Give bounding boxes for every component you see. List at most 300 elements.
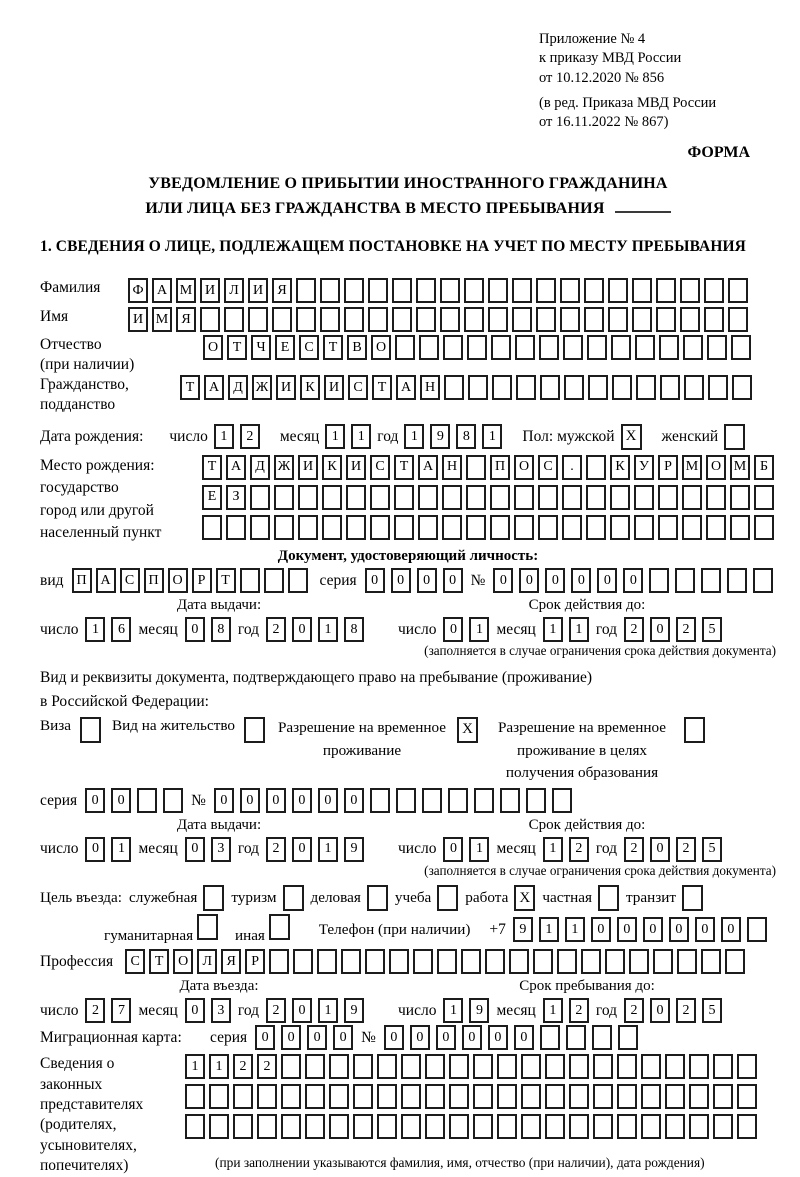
char-cell[interactable]	[298, 515, 318, 540]
char-cell[interactable]: 0	[695, 917, 715, 942]
char-cell[interactable]	[584, 278, 604, 303]
char-cell[interactable]	[562, 485, 582, 510]
char-cell[interactable]	[682, 515, 702, 540]
char-cell[interactable]	[163, 788, 183, 813]
char-cell[interactable]: 0	[292, 617, 312, 642]
char-cell[interactable]: 1	[569, 617, 589, 642]
char-cell[interactable]	[562, 515, 582, 540]
char-cell[interactable]: 0	[443, 617, 463, 642]
char-cell[interactable]: 0	[292, 998, 312, 1023]
char-cell[interactable]	[497, 1084, 517, 1109]
char-cell[interactable]	[468, 375, 488, 400]
char-cell[interactable]: 9	[513, 917, 533, 942]
char-cell[interactable]: 0	[650, 617, 670, 642]
char-cell[interactable]	[370, 485, 390, 510]
char-cell[interactable]	[209, 1084, 229, 1109]
char-cell[interactable]: 1	[318, 617, 338, 642]
char-cell[interactable]	[588, 375, 608, 400]
char-cell[interactable]	[346, 485, 366, 510]
char-cell[interactable]	[684, 375, 704, 400]
char-cell[interactable]: 0	[281, 1025, 301, 1050]
char-cell[interactable]	[443, 335, 463, 360]
char-cell[interactable]	[641, 1054, 661, 1079]
char-cell[interactable]	[552, 788, 572, 813]
char-cell[interactable]	[675, 568, 695, 593]
char-cell[interactable]: З	[226, 485, 246, 510]
gender-female-checkbox[interactable]	[724, 424, 745, 450]
char-cell[interactable]	[653, 949, 673, 974]
char-cell[interactable]: 1	[443, 998, 463, 1023]
char-cell[interactable]: 0	[493, 568, 513, 593]
temp-residence-education-checkbox[interactable]	[684, 717, 705, 743]
char-cell[interactable]: Ж	[252, 375, 272, 400]
char-cell[interactable]: Е	[202, 485, 222, 510]
char-cell[interactable]: Т	[149, 949, 169, 974]
char-cell[interactable]	[586, 455, 606, 480]
char-cell[interactable]: Н	[420, 375, 440, 400]
char-cell[interactable]	[466, 455, 486, 480]
purpose-private-checkbox[interactable]	[598, 885, 619, 911]
char-cell[interactable]	[329, 1084, 349, 1109]
char-cell[interactable]: 0	[623, 568, 643, 593]
char-cell[interactable]: Д	[250, 455, 270, 480]
purpose-work-checkbox[interactable]: X	[514, 885, 535, 911]
char-cell[interactable]: 0	[111, 788, 131, 813]
char-cell[interactable]	[305, 1084, 325, 1109]
char-cell[interactable]	[706, 485, 726, 510]
char-cell[interactable]	[185, 1084, 205, 1109]
char-cell[interactable]: 2	[569, 998, 589, 1023]
char-cell[interactable]: 1	[318, 998, 338, 1023]
char-cell[interactable]	[344, 278, 364, 303]
char-cell[interactable]	[728, 307, 748, 332]
char-cell[interactable]	[682, 485, 702, 510]
char-cell[interactable]	[344, 307, 364, 332]
char-cell[interactable]: Ф	[128, 278, 148, 303]
char-cell[interactable]	[240, 568, 260, 593]
char-cell[interactable]	[526, 788, 546, 813]
purpose-business-checkbox[interactable]	[367, 885, 388, 911]
char-cell[interactable]	[418, 515, 438, 540]
char-cell[interactable]	[298, 485, 318, 510]
char-cell[interactable]: О	[203, 335, 223, 360]
char-cell[interactable]	[706, 515, 726, 540]
char-cell[interactable]	[346, 515, 366, 540]
char-cell[interactable]	[754, 515, 774, 540]
char-cell[interactable]	[708, 375, 728, 400]
char-cell[interactable]	[737, 1114, 757, 1139]
char-cell[interactable]	[521, 1114, 541, 1139]
char-cell[interactable]	[274, 485, 294, 510]
char-cell[interactable]	[730, 515, 750, 540]
char-cell[interactable]	[377, 1114, 397, 1139]
char-cell[interactable]	[329, 1054, 349, 1079]
char-cell[interactable]	[545, 1114, 565, 1139]
char-cell[interactable]: 1	[469, 617, 489, 642]
char-cell[interactable]: И	[128, 307, 148, 332]
char-cell[interactable]: М	[176, 278, 196, 303]
char-cell[interactable]	[440, 278, 460, 303]
char-cell[interactable]	[370, 788, 390, 813]
char-cell[interactable]	[611, 335, 631, 360]
char-cell[interactable]	[560, 307, 580, 332]
char-cell[interactable]	[545, 1054, 565, 1079]
char-cell[interactable]	[341, 949, 361, 974]
char-cell[interactable]: М	[152, 307, 172, 332]
char-cell[interactable]	[713, 1114, 733, 1139]
char-cell[interactable]	[368, 307, 388, 332]
char-cell[interactable]: 0	[443, 837, 463, 862]
char-cell[interactable]	[466, 515, 486, 540]
char-cell[interactable]	[226, 515, 246, 540]
char-cell[interactable]	[665, 1114, 685, 1139]
char-cell[interactable]: 0	[85, 837, 105, 862]
char-cell[interactable]	[365, 949, 385, 974]
char-cell[interactable]	[629, 949, 649, 974]
char-cell[interactable]	[618, 1025, 638, 1050]
char-cell[interactable]	[658, 515, 678, 540]
char-cell[interactable]	[329, 1114, 349, 1139]
char-cell[interactable]	[665, 1084, 685, 1109]
char-cell[interactable]	[419, 335, 439, 360]
char-cell[interactable]	[269, 949, 289, 974]
char-cell[interactable]: 0	[488, 1025, 508, 1050]
char-cell[interactable]	[521, 1054, 541, 1079]
char-cell[interactable]: К	[300, 375, 320, 400]
char-cell[interactable]	[689, 1054, 709, 1079]
char-cell[interactable]	[449, 1084, 469, 1109]
char-cell[interactable]: 0	[650, 998, 670, 1023]
char-cell[interactable]: 0	[318, 788, 338, 813]
char-cell[interactable]	[649, 568, 669, 593]
char-cell[interactable]: 3	[211, 837, 231, 862]
char-cell[interactable]	[617, 1054, 637, 1079]
char-cell[interactable]	[413, 949, 433, 974]
char-cell[interactable]	[293, 949, 313, 974]
char-cell[interactable]: О	[706, 455, 726, 480]
char-cell[interactable]	[536, 307, 556, 332]
char-cell[interactable]: С	[538, 455, 558, 480]
char-cell[interactable]: Я	[272, 278, 292, 303]
char-cell[interactable]	[617, 1114, 637, 1139]
char-cell[interactable]: Р	[245, 949, 265, 974]
char-cell[interactable]	[689, 1084, 709, 1109]
char-cell[interactable]: 1	[543, 998, 563, 1023]
char-cell[interactable]	[658, 485, 678, 510]
char-cell[interactable]: 2	[676, 837, 696, 862]
char-cell[interactable]	[296, 307, 316, 332]
char-cell[interactable]: 1	[209, 1054, 229, 1079]
char-cell[interactable]: 0	[597, 568, 617, 593]
char-cell[interactable]: 0	[185, 998, 205, 1023]
char-cell[interactable]	[581, 949, 601, 974]
char-cell[interactable]	[680, 307, 700, 332]
residence-permit-checkbox[interactable]	[244, 717, 265, 743]
char-cell[interactable]	[422, 788, 442, 813]
char-cell[interactable]	[540, 375, 560, 400]
char-cell[interactable]	[704, 307, 724, 332]
char-cell[interactable]: М	[730, 455, 750, 480]
char-cell[interactable]: 0	[391, 568, 411, 593]
char-cell[interactable]	[634, 515, 654, 540]
char-cell[interactable]: 9	[344, 998, 364, 1023]
char-cell[interactable]	[389, 949, 409, 974]
char-cell[interactable]: 0	[617, 917, 637, 942]
purpose-official-checkbox[interactable]	[203, 885, 224, 911]
char-cell[interactable]: 2	[624, 617, 644, 642]
char-cell[interactable]	[569, 1084, 589, 1109]
char-cell[interactable]	[437, 949, 457, 974]
char-cell[interactable]: 0	[384, 1025, 404, 1050]
char-cell[interactable]: 0	[214, 788, 234, 813]
char-cell[interactable]	[608, 278, 628, 303]
char-cell[interactable]: 0	[255, 1025, 275, 1050]
char-cell[interactable]	[185, 1114, 205, 1139]
char-cell[interactable]: 1	[482, 424, 502, 449]
char-cell[interactable]: 1	[469, 837, 489, 862]
char-cell[interactable]: М	[682, 455, 702, 480]
char-cell[interactable]	[442, 515, 462, 540]
char-cell[interactable]: О	[168, 568, 188, 593]
char-cell[interactable]	[754, 485, 774, 510]
char-cell[interactable]	[401, 1084, 421, 1109]
char-cell[interactable]	[320, 307, 340, 332]
char-cell[interactable]: 0	[571, 568, 591, 593]
char-cell[interactable]	[416, 307, 436, 332]
char-cell[interactable]	[635, 335, 655, 360]
char-cell[interactable]	[250, 485, 270, 510]
char-cell[interactable]	[632, 307, 652, 332]
char-cell[interactable]: П	[490, 455, 510, 480]
char-cell[interactable]: Т	[227, 335, 247, 360]
char-cell[interactable]	[394, 515, 414, 540]
char-cell[interactable]: 2	[85, 998, 105, 1023]
char-cell[interactable]	[612, 375, 632, 400]
char-cell[interactable]	[320, 278, 340, 303]
char-cell[interactable]: С	[370, 455, 390, 480]
char-cell[interactable]: 8	[344, 617, 364, 642]
char-cell[interactable]	[617, 1084, 637, 1109]
char-cell[interactable]	[416, 278, 436, 303]
char-cell[interactable]	[521, 1084, 541, 1109]
char-cell[interactable]: 2	[233, 1054, 253, 1079]
char-cell[interactable]: 2	[676, 617, 696, 642]
char-cell[interactable]: А	[204, 375, 224, 400]
char-cell[interactable]: И	[248, 278, 268, 303]
char-cell[interactable]	[305, 1054, 325, 1079]
purpose-transit-checkbox[interactable]	[682, 885, 703, 911]
char-cell[interactable]	[464, 307, 484, 332]
char-cell[interactable]: 2	[240, 424, 260, 449]
char-cell[interactable]: 0	[292, 837, 312, 862]
char-cell[interactable]: 1	[565, 917, 585, 942]
char-cell[interactable]: 3	[211, 998, 231, 1023]
char-cell[interactable]: С	[348, 375, 368, 400]
char-cell[interactable]: 5	[702, 617, 722, 642]
char-cell[interactable]	[490, 485, 510, 510]
char-cell[interactable]	[713, 1084, 733, 1109]
char-cell[interactable]	[586, 485, 606, 510]
char-cell[interactable]: 0	[185, 837, 205, 862]
char-cell[interactable]: 2	[569, 837, 589, 862]
char-cell[interactable]: 2	[676, 998, 696, 1023]
char-cell[interactable]	[725, 949, 745, 974]
char-cell[interactable]: 0	[307, 1025, 327, 1050]
char-cell[interactable]: Л	[197, 949, 217, 974]
char-cell[interactable]	[137, 788, 157, 813]
char-cell[interactable]	[641, 1114, 661, 1139]
char-cell[interactable]: С	[125, 949, 145, 974]
char-cell[interactable]	[514, 515, 534, 540]
char-cell[interactable]: А	[418, 455, 438, 480]
char-cell[interactable]	[444, 375, 464, 400]
char-cell[interactable]: 0	[344, 788, 364, 813]
char-cell[interactable]	[515, 335, 535, 360]
char-cell[interactable]	[540, 1025, 560, 1050]
char-cell[interactable]	[656, 307, 676, 332]
char-cell[interactable]	[264, 568, 284, 593]
gender-male-checkbox[interactable]: X	[621, 424, 642, 450]
char-cell[interactable]	[467, 335, 487, 360]
char-cell[interactable]: 0	[365, 568, 385, 593]
char-cell[interactable]: Ч	[251, 335, 271, 360]
char-cell[interactable]: К	[322, 455, 342, 480]
char-cell[interactable]	[322, 485, 342, 510]
char-cell[interactable]	[509, 949, 529, 974]
char-cell[interactable]: 0	[417, 568, 437, 593]
char-cell[interactable]: 9	[430, 424, 450, 449]
char-cell[interactable]	[557, 949, 577, 974]
char-cell[interactable]	[538, 485, 558, 510]
char-cell[interactable]: 0	[669, 917, 689, 942]
char-cell[interactable]: С	[120, 568, 140, 593]
char-cell[interactable]: 5	[702, 837, 722, 862]
char-cell[interactable]: Л	[224, 278, 244, 303]
char-cell[interactable]	[473, 1084, 493, 1109]
char-cell[interactable]: 1	[539, 917, 559, 942]
char-cell[interactable]: 2	[266, 837, 286, 862]
char-cell[interactable]: 0	[185, 617, 205, 642]
char-cell[interactable]: 2	[624, 998, 644, 1023]
char-cell[interactable]: И	[346, 455, 366, 480]
char-cell[interactable]: 9	[344, 837, 364, 862]
char-cell[interactable]: 1	[325, 424, 345, 449]
char-cell[interactable]	[296, 278, 316, 303]
char-cell[interactable]	[418, 485, 438, 510]
char-cell[interactable]: Р	[658, 455, 678, 480]
char-cell[interactable]	[737, 1084, 757, 1109]
char-cell[interactable]	[322, 515, 342, 540]
char-cell[interactable]	[689, 1114, 709, 1139]
char-cell[interactable]: 5	[702, 998, 722, 1023]
char-cell[interactable]	[442, 485, 462, 510]
char-cell[interactable]	[464, 278, 484, 303]
char-cell[interactable]: 2	[624, 837, 644, 862]
char-cell[interactable]	[449, 1054, 469, 1079]
char-cell[interactable]: 0	[519, 568, 539, 593]
char-cell[interactable]	[466, 485, 486, 510]
char-cell[interactable]: У	[634, 455, 654, 480]
char-cell[interactable]: Ж	[274, 455, 294, 480]
char-cell[interactable]	[610, 485, 630, 510]
char-cell[interactable]	[392, 307, 412, 332]
char-cell[interactable]	[539, 335, 559, 360]
char-cell[interactable]	[473, 1054, 493, 1079]
char-cell[interactable]	[563, 335, 583, 360]
temp-residence-checkbox[interactable]: X	[457, 717, 478, 743]
char-cell[interactable]: Т	[216, 568, 236, 593]
char-cell[interactable]: 1	[111, 837, 131, 862]
char-cell[interactable]	[514, 485, 534, 510]
char-cell[interactable]	[281, 1054, 301, 1079]
char-cell[interactable]	[636, 375, 656, 400]
char-cell[interactable]	[395, 335, 415, 360]
char-cell[interactable]	[533, 949, 553, 974]
char-cell[interactable]	[353, 1114, 373, 1139]
char-cell[interactable]: Р	[192, 568, 212, 593]
char-cell[interactable]	[584, 307, 604, 332]
char-cell[interactable]: .	[562, 455, 582, 480]
char-cell[interactable]	[593, 1084, 613, 1109]
char-cell[interactable]: 2	[257, 1054, 277, 1079]
char-cell[interactable]	[536, 278, 556, 303]
char-cell[interactable]	[353, 1054, 373, 1079]
char-cell[interactable]	[732, 375, 752, 400]
char-cell[interactable]: О	[371, 335, 391, 360]
char-cell[interactable]	[233, 1084, 253, 1109]
char-cell[interactable]: 1	[543, 617, 563, 642]
visa-checkbox[interactable]	[80, 717, 101, 743]
char-cell[interactable]	[592, 1025, 612, 1050]
char-cell[interactable]	[396, 788, 416, 813]
char-cell[interactable]: 7	[111, 998, 131, 1023]
char-cell[interactable]	[587, 335, 607, 360]
char-cell[interactable]	[730, 485, 750, 510]
char-cell[interactable]: О	[173, 949, 193, 974]
char-cell[interactable]: Т	[180, 375, 200, 400]
char-cell[interactable]	[677, 949, 697, 974]
char-cell[interactable]	[488, 278, 508, 303]
char-cell[interactable]: 0	[85, 788, 105, 813]
char-cell[interactable]	[401, 1054, 421, 1079]
purpose-other-checkbox[interactable]	[269, 914, 290, 940]
char-cell[interactable]	[560, 278, 580, 303]
char-cell[interactable]	[461, 949, 481, 974]
char-cell[interactable]	[257, 1114, 277, 1139]
char-cell[interactable]	[224, 307, 244, 332]
char-cell[interactable]	[248, 307, 268, 332]
char-cell[interactable]: 1	[85, 617, 105, 642]
char-cell[interactable]: 1	[185, 1054, 205, 1079]
char-cell[interactable]: 0	[643, 917, 663, 942]
char-cell[interactable]: 0	[443, 568, 463, 593]
char-cell[interactable]	[564, 375, 584, 400]
char-cell[interactable]: 0	[410, 1025, 430, 1050]
char-cell[interactable]	[683, 335, 703, 360]
char-cell[interactable]	[305, 1114, 325, 1139]
char-cell[interactable]: А	[152, 278, 172, 303]
char-cell[interactable]: Т	[323, 335, 343, 360]
char-cell[interactable]	[281, 1114, 301, 1139]
char-cell[interactable]: Я	[221, 949, 241, 974]
char-cell[interactable]: В	[347, 335, 367, 360]
char-cell[interactable]	[497, 1054, 517, 1079]
char-cell[interactable]	[377, 1054, 397, 1079]
char-cell[interactable]	[713, 1054, 733, 1079]
char-cell[interactable]	[288, 568, 308, 593]
char-cell[interactable]	[545, 1084, 565, 1109]
char-cell[interactable]	[485, 949, 505, 974]
